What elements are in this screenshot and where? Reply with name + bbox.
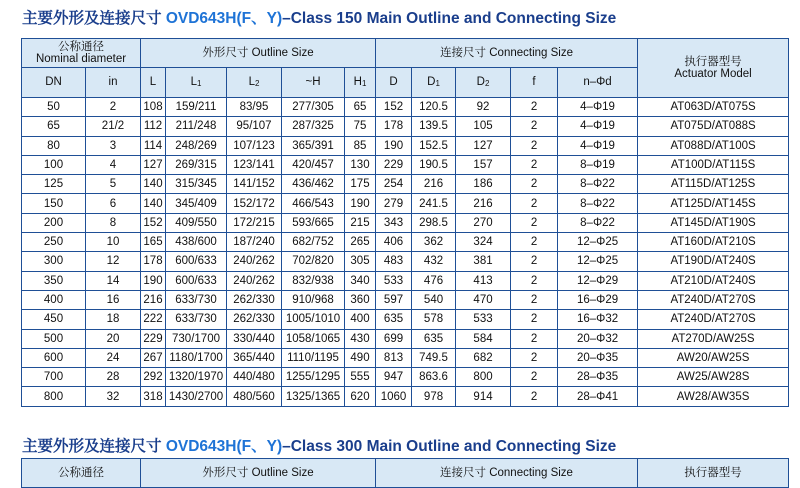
- table-cell: 4–Φ19: [558, 117, 638, 136]
- table-cell: 16: [86, 290, 141, 309]
- table-cell: 267: [141, 348, 166, 367]
- table-cell: 120.5: [412, 98, 456, 117]
- table-cell: 578: [412, 310, 456, 329]
- table-cell: 305: [345, 252, 376, 271]
- table-cell: 593/665: [282, 213, 345, 232]
- table-cell: 4: [86, 155, 141, 174]
- table-cell: 254: [376, 175, 412, 194]
- table-cell: 262/330: [227, 310, 282, 329]
- table-cell: 125: [22, 175, 86, 194]
- table-cell: 362: [412, 233, 456, 252]
- table-cell: 533: [456, 310, 511, 329]
- table-cell: 265: [345, 233, 376, 252]
- table-cell: 190: [345, 194, 376, 213]
- table-cell: AT075D/AT088S: [638, 117, 789, 136]
- table-cell: 2: [511, 310, 558, 329]
- connecting-size-header-2: 连接尺寸 Connecting Size: [376, 459, 638, 488]
- outline-size-header: 外形尺寸 Outline Size: [141, 39, 376, 68]
- table-cell: 800: [22, 387, 86, 406]
- table-cell: 28–Φ41: [558, 387, 638, 406]
- table-cell: 100: [22, 155, 86, 174]
- col-l: L: [141, 68, 166, 98]
- table-row: [22, 233, 789, 252]
- table-cell: 635: [376, 310, 412, 329]
- table-cell: 3: [86, 136, 141, 155]
- col-l1: $L_1$: [166, 68, 227, 98]
- table-cell: 12–Φ25: [558, 233, 638, 252]
- table-cell: 350: [22, 271, 86, 290]
- table-cell: 2: [511, 98, 558, 117]
- col-l2: $L_2$: [227, 68, 282, 98]
- table-cell: 229: [141, 329, 166, 348]
- table-cell: AT063D/AT075S: [638, 98, 789, 117]
- table-cell: 108: [141, 98, 166, 117]
- table-cell: 633/730: [166, 290, 227, 309]
- table-cell: AT160D/AT210S: [638, 233, 789, 252]
- table-cell: AW25/AW28S: [638, 368, 789, 387]
- table-cell: 584: [456, 329, 511, 348]
- table-cell: 432: [412, 252, 456, 271]
- table-cell: 215: [345, 213, 376, 232]
- table-cell: 287/325: [282, 117, 345, 136]
- table-cell: 702/820: [282, 252, 345, 271]
- table-cell: 262/330: [227, 290, 282, 309]
- table-cell: 1110/1195: [282, 348, 345, 367]
- table-cell: 2: [511, 233, 558, 252]
- table-cell: AT115D/AT125S: [638, 175, 789, 194]
- table-cell: AT210D/AT240S: [638, 271, 789, 290]
- table-cell: AT190D/AT240S: [638, 252, 789, 271]
- table-cell: AT240D/AT270S: [638, 290, 789, 309]
- actuator-model-header: 执行器型号 Actuator Model: [638, 39, 789, 98]
- table-cell: 172/215: [227, 213, 282, 232]
- table-cell: 430: [345, 329, 376, 348]
- table-cell: 240/262: [227, 252, 282, 271]
- table-cell: 152: [141, 213, 166, 232]
- table-cell: 178: [376, 117, 412, 136]
- table-cell: 107/123: [227, 136, 282, 155]
- table-cell: 500: [22, 329, 86, 348]
- table-cell: 8–Φ22: [558, 175, 638, 194]
- table-cell: 330/440: [227, 329, 282, 348]
- table-cell: 123/141: [227, 155, 282, 174]
- table-cell: 315/345: [166, 175, 227, 194]
- table-cell: 318: [141, 387, 166, 406]
- table-cell: 65: [22, 117, 86, 136]
- table-cell: 250: [22, 233, 86, 252]
- table-cell: 112: [141, 117, 166, 136]
- table-cell: 178: [141, 252, 166, 271]
- table-cell: 2: [511, 271, 558, 290]
- table-cell: 127: [456, 136, 511, 155]
- table-cell: 863.6: [412, 368, 456, 387]
- table-cell: 50: [22, 98, 86, 117]
- dimension-table-class-300: [21, 458, 789, 488]
- table-cell: 682/752: [282, 233, 345, 252]
- table-cell: 10: [86, 233, 141, 252]
- table-cell: 152: [376, 98, 412, 117]
- table-cell: 24: [86, 348, 141, 367]
- col-d: D: [376, 68, 412, 98]
- table-cell: 4–Φ19: [558, 136, 638, 155]
- col-dn: DN: [22, 68, 86, 98]
- table-cell: 360: [345, 290, 376, 309]
- dimension-table-class-150: [21, 38, 789, 407]
- table-cell: 216: [456, 194, 511, 213]
- table-cell: 409/550: [166, 213, 227, 232]
- table-cell: 2: [511, 136, 558, 155]
- table-cell: 910/968: [282, 290, 345, 309]
- table-cell: 600: [22, 348, 86, 367]
- table-cell: 16–Φ29: [558, 290, 638, 309]
- table-cell: 436/462: [282, 175, 345, 194]
- table-cell: 832/938: [282, 271, 345, 290]
- table-cell: 413: [456, 271, 511, 290]
- table-cell: 190: [376, 136, 412, 155]
- table-cell: 620: [345, 387, 376, 406]
- table-cell: 229: [376, 155, 412, 174]
- table-cell: 12: [86, 252, 141, 271]
- table-cell: 241.5: [412, 194, 456, 213]
- table-row: [22, 117, 789, 136]
- table-cell: 2: [511, 290, 558, 309]
- table-cell: 450: [22, 310, 86, 329]
- nominal-diameter-header: 公称通径 Nominal diameter: [22, 39, 141, 68]
- table-cell: 540: [412, 290, 456, 309]
- table-cell: AT100D/AT115S: [638, 155, 789, 174]
- nominal-diameter-header-2: 公称通径: [22, 459, 141, 488]
- table-cell: 105: [456, 117, 511, 136]
- table-cell: AT125D/AT145S: [638, 194, 789, 213]
- table-cell: 1060: [376, 387, 412, 406]
- table-cell: 1320/1970: [166, 368, 227, 387]
- table-cell: 14: [86, 271, 141, 290]
- table-cell: 130: [345, 155, 376, 174]
- table-cell: 248/269: [166, 136, 227, 155]
- table-2-title: 主要外形及连接尺寸 OVD643H(F、Y)–Class 300 Main Outline and Connecting Size: [22, 438, 617, 455]
- table-cell: 222: [141, 310, 166, 329]
- table-cell: 20: [86, 329, 141, 348]
- table-cell: 12–Φ25: [558, 252, 638, 271]
- table-cell: 600/633: [166, 271, 227, 290]
- table-row: [22, 271, 789, 290]
- table-cell: 1180/1700: [166, 348, 227, 367]
- table-cell: 1325/1365: [282, 387, 345, 406]
- table-cell: 157: [456, 155, 511, 174]
- col-n-phi-d: n–Φd: [558, 68, 638, 98]
- table-cell: AT145D/AT190S: [638, 213, 789, 232]
- table-cell: 480/560: [227, 387, 282, 406]
- table-cell: 600/633: [166, 252, 227, 271]
- table-cell: 298.5: [412, 213, 456, 232]
- table-cell: 20–Φ32: [558, 329, 638, 348]
- col-d1: $D_1$: [412, 68, 456, 98]
- table-cell: 18: [86, 310, 141, 329]
- table-cell: 95/107: [227, 117, 282, 136]
- col-h1: $H_1$: [345, 68, 376, 98]
- table-cell: 2: [511, 155, 558, 174]
- table-cell: 4–Φ19: [558, 98, 638, 117]
- table-cell: 186: [456, 175, 511, 194]
- table-cell: AW20/AW25S: [638, 348, 789, 367]
- table-cell: 730/1700: [166, 329, 227, 348]
- table-row: [22, 98, 789, 117]
- table-cell: 2: [511, 175, 558, 194]
- table-cell: 114: [141, 136, 166, 155]
- table-row: [22, 194, 789, 213]
- table-cell: 20–Φ35: [558, 348, 638, 367]
- table-cell: 345/409: [166, 194, 227, 213]
- table-cell: 483: [376, 252, 412, 271]
- table-cell: 800: [456, 368, 511, 387]
- table-cell: 700: [22, 368, 86, 387]
- table-cell: 633/730: [166, 310, 227, 329]
- table-cell: 277/305: [282, 98, 345, 117]
- table-cell: 749.5: [412, 348, 456, 367]
- table-cell: 300: [22, 252, 86, 271]
- table-cell: 187/240: [227, 233, 282, 252]
- table-row: [22, 348, 789, 367]
- table-cell: 947: [376, 368, 412, 387]
- table-cell: 127: [141, 155, 166, 174]
- table-cell: 2: [511, 252, 558, 271]
- table-cell: 2: [86, 98, 141, 117]
- table-cell: 381: [456, 252, 511, 271]
- table-cell: 75: [345, 117, 376, 136]
- table-cell: 6: [86, 194, 141, 213]
- table-cell: 2: [511, 194, 558, 213]
- table-cell: 1255/1295: [282, 368, 345, 387]
- table-cell: AT240D/AT270S: [638, 310, 789, 329]
- table-cell: 28–Φ35: [558, 368, 638, 387]
- table-cell: 2: [511, 117, 558, 136]
- col-in: in: [86, 68, 141, 98]
- table-cell: 190.5: [412, 155, 456, 174]
- table-cell: 8–Φ22: [558, 213, 638, 232]
- table-cell: 83/95: [227, 98, 282, 117]
- table-cell: 470: [456, 290, 511, 309]
- table-cell: 279: [376, 194, 412, 213]
- table-cell: 1005/1010: [282, 310, 345, 329]
- table-cell: 365/391: [282, 136, 345, 155]
- table-cell: 914: [456, 387, 511, 406]
- table-row: [22, 310, 789, 329]
- table-cell: 190: [141, 271, 166, 290]
- table-cell: 216: [141, 290, 166, 309]
- table-row: [22, 387, 789, 406]
- table-cell: 12–Φ29: [558, 271, 638, 290]
- table-cell: 813: [376, 348, 412, 367]
- table-cell: 400: [22, 290, 86, 309]
- table-cell: 978: [412, 387, 456, 406]
- table-cell: 2: [511, 387, 558, 406]
- table-cell: AT270D/AW25S: [638, 329, 789, 348]
- table-cell: 682: [456, 348, 511, 367]
- table-cell: 200: [22, 213, 86, 232]
- actuator-model-header-2: 执行器型号: [638, 459, 789, 488]
- table-cell: 1430/2700: [166, 387, 227, 406]
- table-cell: 555: [345, 368, 376, 387]
- table-cell: 152/172: [227, 194, 282, 213]
- table-cell: 165: [141, 233, 166, 252]
- table-row: [22, 213, 789, 232]
- table-1-title: 主要外形及连接尺寸 OVD643H(F、Y)–Class 150 Main Outline and Connecting Size: [22, 10, 617, 27]
- table-cell: 438/600: [166, 233, 227, 252]
- table-cell: 699: [376, 329, 412, 348]
- table-cell: 2: [511, 368, 558, 387]
- table-cell: 490: [345, 348, 376, 367]
- outline-size-header-2: 外形尺寸 Outline Size: [141, 459, 376, 488]
- table-cell: 141/152: [227, 175, 282, 194]
- table-cell: 533: [376, 271, 412, 290]
- col-d2: $D_2$: [456, 68, 511, 98]
- table-cell: 32: [86, 387, 141, 406]
- table-cell: 175: [345, 175, 376, 194]
- table-cell: AT088D/AT100S: [638, 136, 789, 155]
- table-cell: 269/315: [166, 155, 227, 174]
- table-cell: 140: [141, 175, 166, 194]
- table-row: [22, 175, 789, 194]
- table-cell: 476: [412, 271, 456, 290]
- table-cell: 92: [456, 98, 511, 117]
- table-cell: 139.5: [412, 117, 456, 136]
- table-cell: 152.5: [412, 136, 456, 155]
- table-cell: 270: [456, 213, 511, 232]
- table-cell: 365/440: [227, 348, 282, 367]
- table-cell: 85: [345, 136, 376, 155]
- table-cell: 440/480: [227, 368, 282, 387]
- table-cell: 406: [376, 233, 412, 252]
- table-cell: 28: [86, 368, 141, 387]
- table-cell: 2: [511, 213, 558, 232]
- connecting-size-header: 连接尺寸 Connecting Size: [376, 39, 638, 68]
- table-cell: 324: [456, 233, 511, 252]
- table-cell: 420/457: [282, 155, 345, 174]
- table-cell: 2: [511, 329, 558, 348]
- table-row: [22, 329, 789, 348]
- table-cell: 216: [412, 175, 456, 194]
- table-cell: 635: [412, 329, 456, 348]
- table-cell: 2: [511, 348, 558, 367]
- table-cell: 150: [22, 194, 86, 213]
- table-cell: 1058/1065: [282, 329, 345, 348]
- table-cell: 21/2: [86, 117, 141, 136]
- table-cell: 597: [376, 290, 412, 309]
- table-row: [22, 136, 789, 155]
- table-cell: 5: [86, 175, 141, 194]
- table-cell: 343: [376, 213, 412, 232]
- col-h: ~H: [282, 68, 345, 98]
- table-cell: 340: [345, 271, 376, 290]
- table-cell: 16–Φ32: [558, 310, 638, 329]
- table-row: [22, 290, 789, 309]
- table-cell: 466/543: [282, 194, 345, 213]
- table-cell: 80: [22, 136, 86, 155]
- table-cell: 240/262: [227, 271, 282, 290]
- table-cell: 8–Φ22: [558, 194, 638, 213]
- table-cell: 400: [345, 310, 376, 329]
- table-cell: 159/211: [166, 98, 227, 117]
- table-cell: 8–Φ19: [558, 155, 638, 174]
- table-cell: 211/248: [166, 117, 227, 136]
- table-row: [22, 155, 789, 174]
- table-row: [22, 368, 789, 387]
- table-cell: 8: [86, 213, 141, 232]
- table-cell: 140: [141, 194, 166, 213]
- table-cell: 292: [141, 368, 166, 387]
- table-cell: AW28/AW35S: [638, 387, 789, 406]
- table-cell: 65: [345, 98, 376, 117]
- col-f: f: [511, 68, 558, 98]
- table-row: [22, 252, 789, 271]
